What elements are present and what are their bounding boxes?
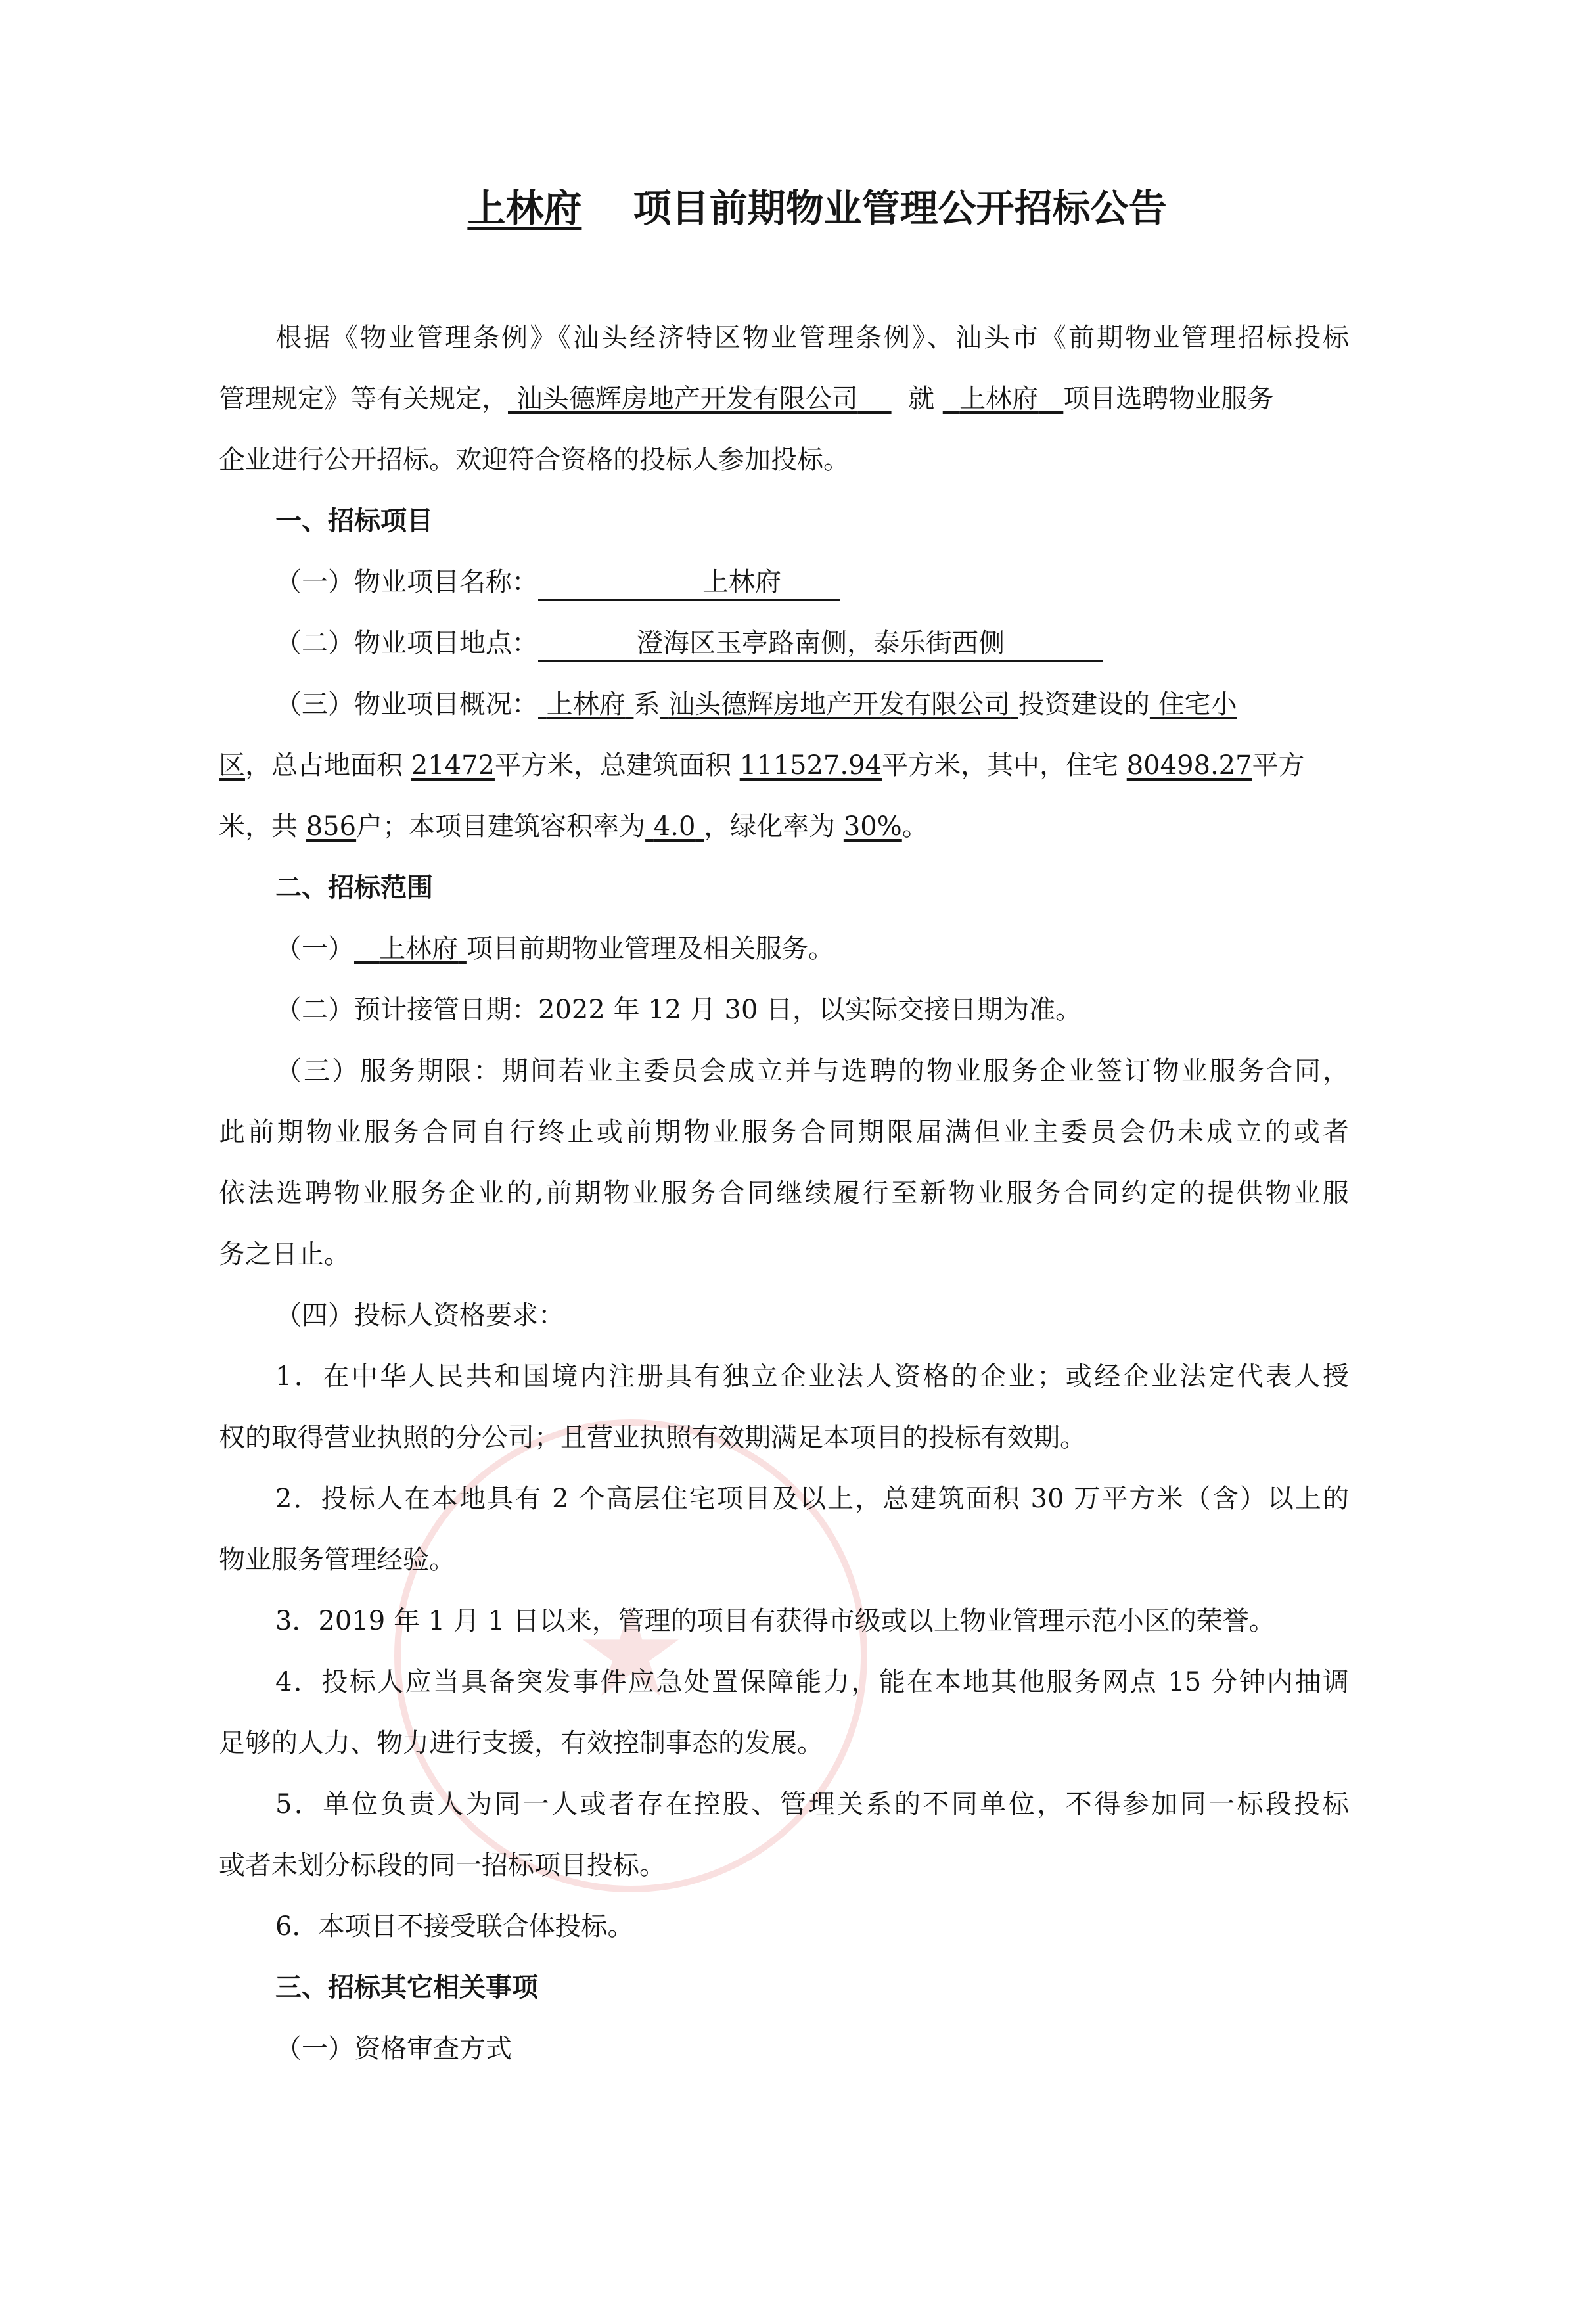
- intro-line-2: 管理规定》等有关规定， 汕头德辉房地产开发有限公司 就 上林府 项目选聘物业服务: [219, 384, 1274, 414]
- intro-line-1: 根据《物业管理条例》《汕头经济特区物业管理条例》、汕头市《前期物业管理招标投标: [275, 323, 1349, 353]
- developer-name: 汕头德辉房地产开发有限公司: [516, 384, 858, 414]
- qualification-4-line-1: 4．投标人应当具备突发事件应急处置保障能力，能在本地其他服务网点 15 分钟内抽调: [275, 1667, 1349, 1697]
- document-title: [0, 181, 1596, 236]
- scope-item-3-line-2: 此前期物业服务合同自行终止或前期物业服务合同期限届满但业主委员会仍未成立的或者: [219, 1117, 1349, 1147]
- qualification-4-line-2: 足够的人力、物力进行支援，有效控制事态的发展。: [219, 1728, 823, 1758]
- project-overview-line-3: 米，共 856户；本项目建筑容积率为 4.0 ，绿化率为 30%。: [219, 811, 928, 842]
- section-3-item-1: （一）资格审查方式: [275, 2034, 512, 2064]
- qualification-5-line-2: 或者未划分标段的同一招标项目投标。: [219, 1850, 666, 1881]
- floor-area-ratio: 4.0: [653, 811, 696, 842]
- residential-area: 80498.27: [1126, 750, 1252, 781]
- scope-item-3-line-1: （三）服务期限：期间若业主委员会成立并与选聘的物业服务企业签订物业服务合同，: [275, 1056, 1349, 1086]
- qualification-2-line-2: 物业服务管理经验。: [219, 1545, 455, 1575]
- intro-line-3: 企业进行公开招标。欢迎符合资格的投标人参加投标。: [219, 445, 850, 475]
- section-3-heading: 三、招标其它相关事项: [275, 1973, 538, 2003]
- qualification-3: 3．2019 年 1 月 1 日以来，管理的项目有获得市级或以上物业管理示范小区的荣誉。: [275, 1606, 1275, 1636]
- document-body: [219, 308, 1349, 2080]
- overview-project: 上林府: [546, 689, 626, 719]
- scope-item-4: （四）投标人资格要求：: [275, 1300, 564, 1331]
- households: 856: [306, 811, 357, 842]
- project-location-row: （二）物业项目地点： 澄海区玉亭路南侧，泰乐街西侧: [219, 613, 1349, 674]
- overview-type-a: 住宅小: [1158, 689, 1237, 719]
- project-overview-line-2: 区，总占地面积 21472平方米，总建筑面积 111527.94平方米，其中，住宅 80498.27平方: [219, 750, 1305, 781]
- scope-item-3-line-3: 依法选聘物业服务企业的,前期物业服务合同继续履行至新物业服务合同约定的提供物业服: [219, 1178, 1349, 1208]
- scope-project-name: 上林府: [379, 934, 459, 964]
- qualification-5-line-1: 5．单位负责人为同一人或者存在控股、管理关系的不同单位，不得参加同一标段投标: [275, 1789, 1349, 1819]
- title-project-name: 上林府: [467, 186, 582, 231]
- greening-rate: 30%: [843, 811, 902, 842]
- scope-item-3-line-4: 务之日止。: [219, 1239, 350, 1269]
- overview-type-b: 区: [219, 750, 245, 781]
- project-location-field: 澄海区玉亭路南侧，泰乐街西侧: [538, 627, 1103, 662]
- section-2-heading: 二、招标范围: [275, 873, 433, 903]
- scope-item-2: （二）预计接管日期：2022 年 12 月 30 日，以实际交接日期为准。: [275, 995, 1082, 1025]
- qualification-6: 6．本项目不接受联合体投标。: [275, 1911, 634, 1942]
- qualification-1-line-2: 权的取得营业执照的分公司；且营业执照有效期满足本项目的投标有效期。: [219, 1423, 1086, 1453]
- project-name-row: （一）物业项目名称： 上林府: [219, 552, 1349, 613]
- project-overview-line-1: （三）物业项目概况： 上林府 系 汕头德辉房地产开发有限公司 投资建设的 住宅小: [275, 689, 1237, 719]
- scope-item-1: （一） 上林府 项目前期物业管理及相关服务。: [275, 934, 834, 964]
- seal-star-icon: ★: [574, 1580, 687, 1725]
- land-area: 21472: [411, 750, 495, 781]
- overview-developer: 汕头德辉房地产开发有限公司: [668, 689, 1011, 719]
- building-area: 111527.94: [739, 750, 882, 781]
- title-text: 项目前期物业管理公开招标公告: [633, 186, 1167, 231]
- project-name-inline: 上林府: [959, 384, 1039, 414]
- project-name-field: 上林府: [538, 566, 840, 601]
- qualification-1-line-1: 1．在中华人民共和国境内注册具有独立企业法人资格的企业；或经企业法定代表人授: [275, 1361, 1349, 1392]
- section-1-heading: 一、招标项目: [275, 506, 433, 536]
- qualification-2-line-1: 2．投标人在本地具有 2 个高层住宅项目及以上，总建筑面积 30 万平方米（含）以上的: [275, 1484, 1349, 1514]
